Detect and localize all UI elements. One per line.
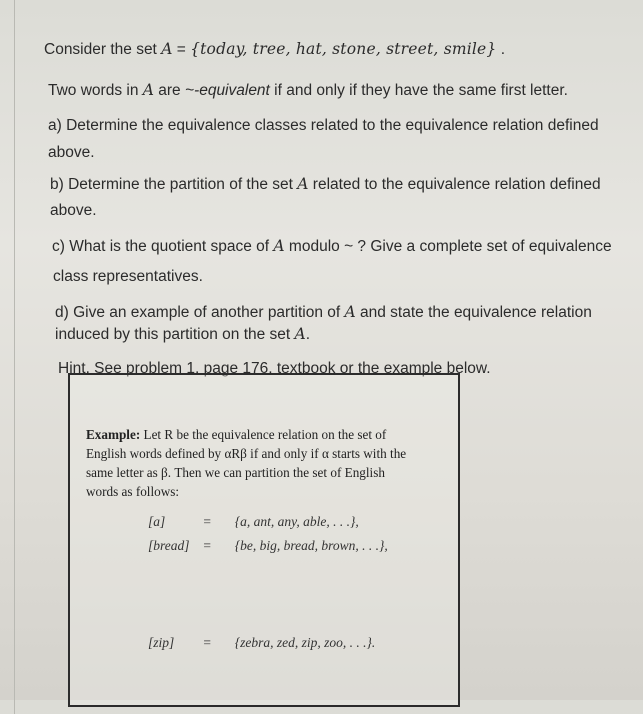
example-line2: English words defined by αRβ if and only if α starts with the (86, 446, 407, 461)
row-rhs: {zebra, zed, zip, zoo, . . .}. (234, 635, 376, 650)
def-variable: A (142, 81, 154, 99)
part-b-line2: above. (50, 202, 97, 219)
example-line3: same letter as β. Then we can partition the set of English (86, 465, 385, 480)
d2-suffix: . (305, 326, 311, 343)
part-a-line2: above. (48, 144, 95, 161)
example-box (68, 373, 460, 707)
def-mid: are (153, 82, 185, 99)
row-lhs: [bread] (148, 538, 190, 553)
example-line4: words as follows: (86, 484, 180, 499)
intro-prefix: Consider the set (44, 41, 162, 58)
d2-variable: A (294, 325, 306, 343)
c-prefix: c) What is the quotient space of (52, 238, 274, 255)
set-variable: A (161, 40, 173, 58)
d2-prefix: induced by this partition on the set (55, 326, 295, 343)
example-line1 (86, 425, 446, 444)
row-lhs: [zip] (148, 635, 175, 650)
row-rhs: {a, ant, any, able, . . .}, (234, 514, 359, 529)
part-c-line2: class representatives. (53, 268, 203, 285)
row-eq: = (203, 514, 211, 529)
b-variable: A (297, 175, 309, 193)
def-emphasis: ~-equivalent (184, 82, 270, 99)
d-variable: A (344, 303, 356, 321)
problem-intro (44, 39, 505, 60)
c-suffix: modulo ~ ? Give a complete set of equivalence (284, 238, 612, 255)
set-value: {today, tree, hat, stone, street, smile} (190, 40, 497, 58)
example-row (148, 514, 359, 530)
def-suffix: if and only if they have the same first letter. (269, 82, 568, 99)
definition-line (48, 80, 568, 101)
part-c-line1 (52, 236, 612, 257)
part-b-line1 (50, 174, 601, 195)
row-eq: = (203, 635, 211, 650)
part-d-line2 (55, 324, 310, 345)
example-paragraph (86, 425, 446, 501)
example-row (148, 538, 388, 554)
example-line1-rest: Let R be the equivalence relation on the set of (140, 427, 387, 442)
intro-suffix: . (496, 41, 506, 58)
d-prefix: d) Give an example of another partition of (55, 304, 345, 321)
d-suffix: and state the equivalence relation (355, 304, 592, 321)
def-prefix: Two words in (48, 82, 143, 99)
row-lhs: [a] (148, 514, 166, 529)
b-suffix: related to the equivalence relation defined (308, 176, 601, 193)
example-label: Example: (86, 427, 141, 442)
b-prefix: b) Determine the partition of the set (50, 176, 298, 193)
example-row (148, 635, 375, 651)
hint-line: Hint. See problem 1, page 176, textbook or the example below. (58, 360, 491, 377)
c-variable: A (273, 237, 285, 255)
row-rhs: {be, big, bread, brown, . . .}, (234, 538, 388, 553)
row-eq: = (203, 538, 211, 553)
part-a-line1: a) Determine the equivalence classes related to the equivalence relation defined (48, 117, 599, 134)
part-d-line1 (55, 302, 592, 323)
set-equals: = (172, 41, 191, 58)
